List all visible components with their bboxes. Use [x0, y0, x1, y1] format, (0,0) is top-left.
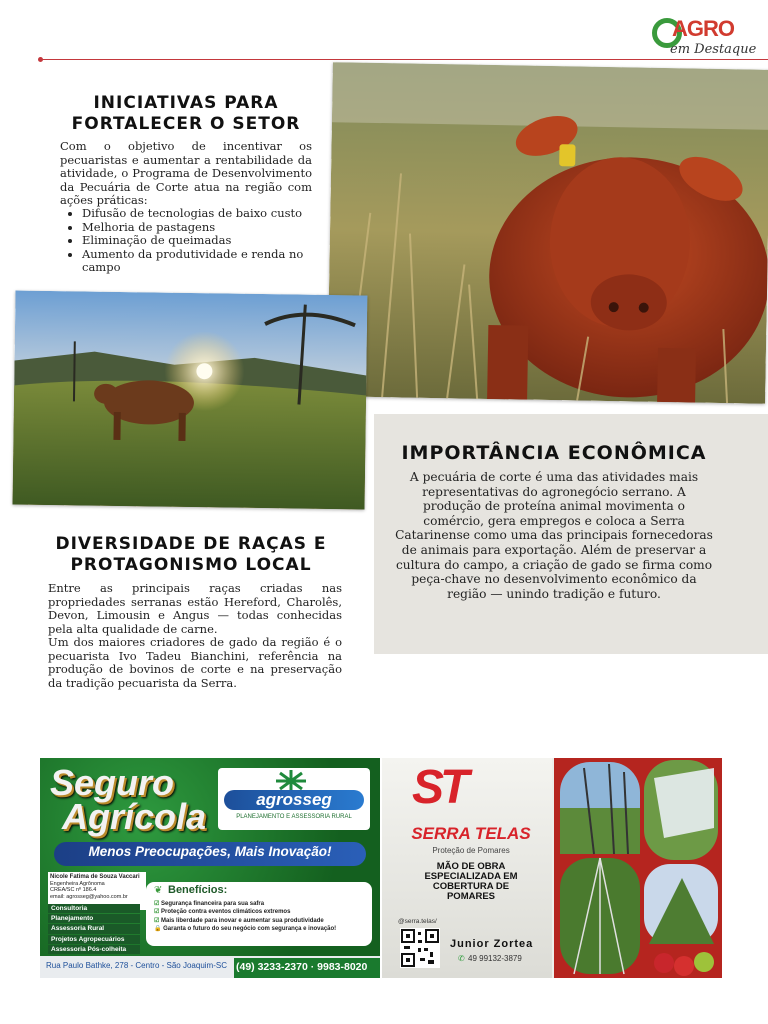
section2-paragraph1: Entre as principais raças criadas nas propriedades serranas estão Hereford, Charolês, Devon, Limousin e Angus — todas conhecidas pela alta qualidade de carne. [48, 581, 342, 636]
check-icon: ☑ [154, 917, 162, 924]
benefit-item [154, 925, 368, 933]
instagram-handle: @serra.telas/ [398, 918, 437, 925]
serra-telas-tagline: Proteção de Pomares [432, 846, 510, 855]
benefit-text: Mais liberdade para inovar e aumentar sua produtividade [161, 917, 324, 924]
headline-line: MÃO DE OBRA [436, 861, 506, 872]
logo-sub-text: em Destaque [670, 42, 757, 57]
sunset-cattle-photo [13, 291, 368, 510]
section1-title-line2: FORTALECER O SETOR [71, 114, 301, 134]
contact-phone: 49 99132-3879 [468, 954, 522, 963]
check-icon: ☑ [154, 901, 162, 907]
lock-icon: 🔒 [154, 926, 164, 933]
check-icon: ☑ [154, 909, 162, 916]
agrosseg-ad[interactable] [40, 758, 380, 978]
ad1-benefits-box [146, 882, 372, 946]
benefit-text: Proteção contra eventos climáticos extremos [161, 909, 291, 916]
benefit-item [154, 900, 368, 908]
contact-name: Junior Zortea [450, 938, 534, 950]
service-item: Planejamento [48, 914, 140, 923]
bullet-item: • Eliminação de queimadas [82, 234, 334, 248]
serra-telas-headline [396, 862, 546, 902]
contact-name: Nicole Fatima de Souza Vaccari [50, 874, 140, 880]
sprout-icon: ❦ [154, 885, 163, 896]
contact-email: email: agrosseg@yahoo.com.br [50, 893, 128, 900]
benefit-text: Garanta o futuro do seu negócio com segurança e inovação! [163, 926, 337, 933]
section1-bullet-list [60, 207, 334, 275]
agrosseg-emblem-icon [276, 770, 306, 792]
service-item: Assessoria Rural [48, 924, 140, 933]
agrosseg-brand-sub: PLANEJAMENTO E ASSESSORIA RURAL [236, 814, 352, 820]
section1-title-line1: INICIATIVAS PARA [93, 93, 279, 113]
ad1-headline-line1: Seguro [50, 762, 175, 803]
agro-em-destaque-logo [652, 14, 762, 64]
service-item: Consultoria [48, 904, 140, 913]
orchard-photo-collage [554, 758, 722, 978]
section3-text: A pecuária de corte é uma das atividades mais representativas do agronegócio serrano. A produção de proteína animal movimenta o comércio, gera empregos e coloca a Serra Catarinense como uma das principais fornecedoras de animais para exportação. Além de preservar a cultura do campo, a criação de gado se firma como peça-chave no desenvolvimento econômico da região — unindo tradição e futuro. [395, 470, 713, 601]
ad1-slogan: Menos Preocupações, Mais Inovação! [88, 844, 332, 859]
section1-title [40, 93, 332, 135]
benefit-item [154, 917, 368, 925]
contact-role: Engenheira Agrônoma [50, 880, 105, 887]
ad1-phones: (49) 3233-2370 · 9983-8020 [236, 961, 368, 973]
red-cow-photo [327, 62, 768, 404]
serra-telas-logo: ST [412, 761, 466, 814]
ad1-headline [50, 762, 207, 837]
section3-title: IMPORTÂNCIA ECONÔMICA [401, 442, 707, 464]
whatsapp-icon: ✆ [458, 954, 465, 963]
serra-telas-name: SERRA TELAS [411, 824, 531, 843]
service-item: Projetos Agropecuários [48, 935, 140, 944]
bullet-item: • Difusão de tecnologias de baixo custo [82, 207, 334, 221]
headline-line: ESPECIALIZADA EM [424, 871, 518, 882]
ad1-headline-line2: Agrícola [62, 796, 207, 837]
section2-title [40, 534, 342, 576]
section2-paragraph2: Um dos maiores criadores de gado da região é o pecuarista Ivo Tadeu Bianchini, referência na produção de bovinos de corte e na preservação da tradição pecuarista da Serra. [48, 635, 342, 690]
ad1-address: Rua Paulo Bathke, 278 - Centro - São Joaquim-SC [46, 961, 227, 970]
headline-line: COBERTURA DE [432, 881, 510, 892]
bullet-item: • Aumento da produtividade e renda no campo [82, 248, 334, 275]
agrosseg-brand: agrosseg [224, 790, 364, 810]
qr-code-icon [400, 928, 440, 968]
section1-intro: Com o objetivo de incentivar os pecuaristas e aumentar a rentabilidade da atividade, o Programa de Desenvolvimento da Pecuária de Corte atua na região com ações práticas: [60, 139, 312, 207]
benefits-title: Benefícios: [168, 884, 228, 896]
benefit-item [154, 908, 368, 916]
headline-line: POMARES [446, 891, 496, 902]
ad1-services-list [48, 904, 140, 954]
header-rule-dot [38, 57, 43, 62]
section2-title-line1: DIVERSIDADE DE RAÇAS E [55, 534, 327, 554]
service-item: Assessoria Pós-colheita [48, 945, 140, 954]
contact-crea: CREA/SC nº 186.4 [50, 887, 97, 893]
logo-agro-text: AGRO [672, 16, 734, 41]
benefits-list [154, 900, 368, 934]
section2-title-line2: PROTAGONISMO LOCAL [70, 555, 312, 575]
agrosseg-logo [218, 768, 370, 830]
benefit-text: Segurança financeira para sua safra [161, 901, 265, 907]
serra-telas-ad[interactable] [382, 758, 722, 978]
bullet-item: • Melhoria de pastagens [82, 221, 334, 235]
